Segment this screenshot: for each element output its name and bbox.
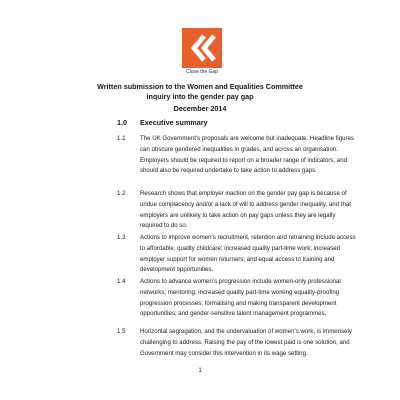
section-number: 1.0 (117, 118, 127, 127)
section-title: Executive summary (140, 118, 208, 127)
document-title (60, 82, 340, 102)
chevron-logo-icon (182, 28, 222, 68)
paragraph-number: 1.2 (117, 190, 126, 197)
close-the-gap-logo (182, 28, 222, 68)
paragraph-number: 1.1 (117, 135, 126, 142)
title-line-1: Written submission to the Women and Equalities Committee (97, 82, 303, 91)
paragraph-text: Horizontal segregation, and the undervaluation of women’s work, is immensely challenging to address. Raising the pay of the lowest paid is one solution, and Government may consider this intervention in its wage setting. (140, 328, 352, 357)
paragraph-number: 1.5 (117, 328, 126, 335)
document-date: December 2014 (173, 104, 227, 113)
paragraph-text: The UK Government’s proposals are welcome but inadequate. Headline figures can obscure gendered inequalities in grades, and across an organisation. Employers should be required to report on a broader range of indicators, and should also be required undertake to take action to address gaps. (140, 135, 354, 175)
title-line-2: inquiry into the gender pay gap (146, 92, 254, 101)
paragraph-text: Actions to improve women’s recruitment, retention and retraining include access to affordable, quality childcare; increased quality part-time work; increased employer support for women returners; and equal access to training and development opportunities. (140, 234, 356, 274)
paragraph-number: 1.3 (117, 234, 126, 241)
page-number: 1 (198, 368, 202, 374)
paragraph-text: Actions to advance women’s progression include women-only professional networks; mentoring; increased quality part-time working equality-proofing progression processes; formalising and making transparent development opportunities; and gender-sensitive talent management programmes. (140, 278, 341, 318)
logo-caption: Close the Gap (186, 69, 218, 75)
paragraph-number: 1.4 (117, 278, 126, 285)
paragraph-text: Research shows that employer inaction on the gender pay gap is because of undue complacency and/or a lack of will to address gender inequality, and that employers are unlikely to take action on pay gaps unless they are legally required to do so. (140, 190, 351, 230)
